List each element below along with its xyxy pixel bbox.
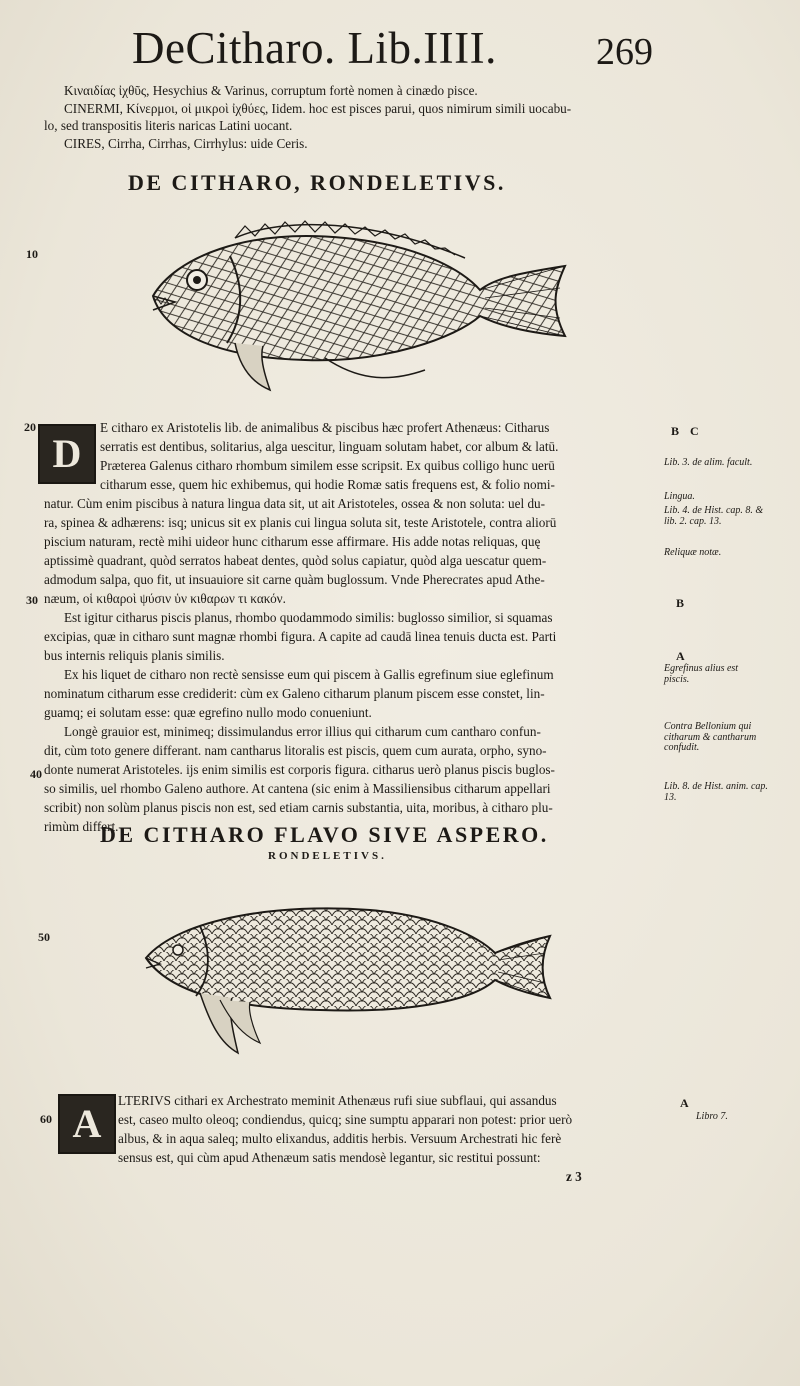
body-line: piscium naturam, rectè mihi uideor hunc citharum esse affirmare. His adde notas reliquas, quę — [44, 534, 541, 549]
side-note: Libro 7. — [696, 1111, 728, 1122]
margin-line-number: 60 — [40, 1112, 52, 1126]
body-line: sensus est, qui cùm apud Athenæum satis mendosè legantur, sic restitui possunt: — [118, 1150, 541, 1165]
signature-mark: z 3 — [566, 1169, 582, 1184]
margin-letter: A — [680, 1096, 689, 1110]
decorated-initial: D — [38, 424, 96, 484]
body-line: bus internis reliquis planis similis. — [44, 648, 225, 663]
body-line: ra, spinea & adhærens: isq; unicus sit ex planis cui lingua soluta sit, teste Aristotele, contra aliorū — [44, 515, 557, 530]
body-line: scribit) non solùm planus piscis non est, sed etiam carnis substantia, uita, moribus, à citharo plu- — [44, 800, 553, 815]
decorated-initial: A — [58, 1094, 116, 1154]
margin-line-number: 40 — [30, 767, 42, 781]
body-line: dit, cùm toto genere differant. nam cantharus litoralis est piscis, quem cum aurata, orpho, syno- — [44, 743, 547, 758]
body-line: Ex his liquet de citharo non rectè sensisse eum qui piscem à Gallis egrefinum siue eglefinum — [64, 667, 554, 682]
body-line: donte numerat Aristoteles. ijs enim similis est corporis figura. citharus uerò planus piscis buglos- — [44, 762, 555, 777]
intro-line: lo, sed transpositis literis naricas Latini uocant. — [44, 118, 293, 133]
side-note: Contra Bellonium qui citharum & cantharum confudit. — [664, 721, 757, 753]
side-note: Lingua. — [664, 491, 695, 502]
margin-letter: C — [690, 424, 699, 438]
margin-line-number: 50 — [38, 930, 50, 944]
body-line: Longè grauior est, minimeq; dissimulandus error illius qui citharum cum cantharo confun- — [64, 724, 541, 739]
body-line: serratis est dentibus, solitarius, alga uescitur, linguam solutam habet, cor album & latū. — [100, 439, 559, 454]
body-line: guamq; ei solutam esse: quæ egrefino nullo modo conueniunt. — [44, 705, 372, 720]
body-line: Præterea Galenus citharo rhombum similem esse scripsit. Ex quibus colligo hunc uerū — [100, 458, 555, 473]
margin-line-number: 30 — [26, 593, 38, 607]
body-line: aptissimè quadrant, quòd serratos habeat dentes, quòd solus capiatur, quòd alga uescatur quem- — [44, 553, 547, 568]
intro-line: CIRES, Cirrha, Cirrhas, Cirrhylus: uide Ceris. — [64, 136, 308, 151]
running-head-title: DeCitharo. Lib.IIII. — [132, 23, 497, 73]
section-title: DE CITHARO, RONDELETIVS. — [128, 170, 506, 195]
body-line: excipias, quæ in citharo sunt magnæ rhombi figura. A capite ad caudā linea tenuis ducta est. Parti — [44, 629, 557, 644]
intro-line: CINERMI, Κίνερμοι, οἱ μικροὶ ἰχθύες, Iidem. hoc est pisces parui, quos nimirum simili uocabu- — [64, 101, 572, 116]
body-line: nominatum citharum esse crediderit: cùm ex Galeno citharum planum piscem esse constet, lin- — [44, 686, 545, 701]
side-note: Lib. 8. de Hist. anim. cap. 13. — [664, 781, 768, 803]
body-line: natur. Cùm enim piscibus à natura lingua data sit, ut ait Aristoteles, ossea & non soluta: uel du- — [44, 496, 546, 511]
body-line: E citharo ex Aristotelis lib. de animalibus & piscibus hæc profert Athenæus: Citharus — [100, 420, 550, 435]
side-note: Egrefinus alius est piscis. — [664, 663, 739, 685]
body-line: albus, & in aqua saleq; multo elixandus, additis herbis. Versuum Archestrati hic ferè — [118, 1131, 562, 1146]
side-note: Reliquæ notæ. — [664, 547, 722, 558]
body-line: Est igitur citharus piscis planus, rhombo quodammodo similis: buglosso similior, si squamas — [64, 610, 553, 625]
body-line: rimùm differt. — [44, 819, 119, 834]
section-subtitle: RONDELETIVS. — [268, 850, 387, 862]
margin-letter: B — [671, 424, 680, 438]
margin-line-number: 10 — [26, 247, 38, 261]
intro-line: Κιναιδίας ἰχθῦς, Hesychius & Varinus, corruptum fortè nomen à cinædo pisce. — [64, 83, 478, 98]
body-line: est, caseo multo oleoq; condiendus, quicq; sine sumptu apparari non potest: prior uerò — [118, 1112, 573, 1127]
side-note: Lib. 3. de alim. facult. — [664, 457, 753, 468]
side-note: Lib. 4. de Hist. cap. 8. & lib. 2. cap. 13. — [664, 505, 764, 527]
margin-line-number: 20 — [24, 420, 36, 434]
section-title: DE CITHARO FLAVO SIVE ASPERO. — [100, 822, 549, 847]
page-number: 269 — [596, 31, 653, 73]
citharus-flavus-fish-woodcut — [140, 898, 555, 1058]
body-line: LTERIVS cithari ex Archestrato meminit Athenæus rufi siue subflaui, qui assandus — [118, 1093, 557, 1108]
body-line: næum, οἱ κιθαροὶ ψύσιν ὑν κιθαρων τι κακόν. — [44, 591, 286, 606]
margin-letter: A — [676, 649, 685, 663]
body-line: so similis, uel rhombo Galeno authore. At cantena (sic enim à Massiliensibus citharum appellari — [44, 781, 551, 796]
body-line: citharum esse, quem hic exhibemus, qui hodie Romæ satis frequens est, & folio nomi- — [100, 477, 555, 492]
citharus-fish-woodcut — [135, 218, 575, 393]
margin-letter: B — [676, 596, 685, 610]
body-line: admodum salpa, quo fit, ut insuauiore sit carne quàm buglossum. Vnde Pherecrates apud Athe- — [44, 572, 545, 587]
